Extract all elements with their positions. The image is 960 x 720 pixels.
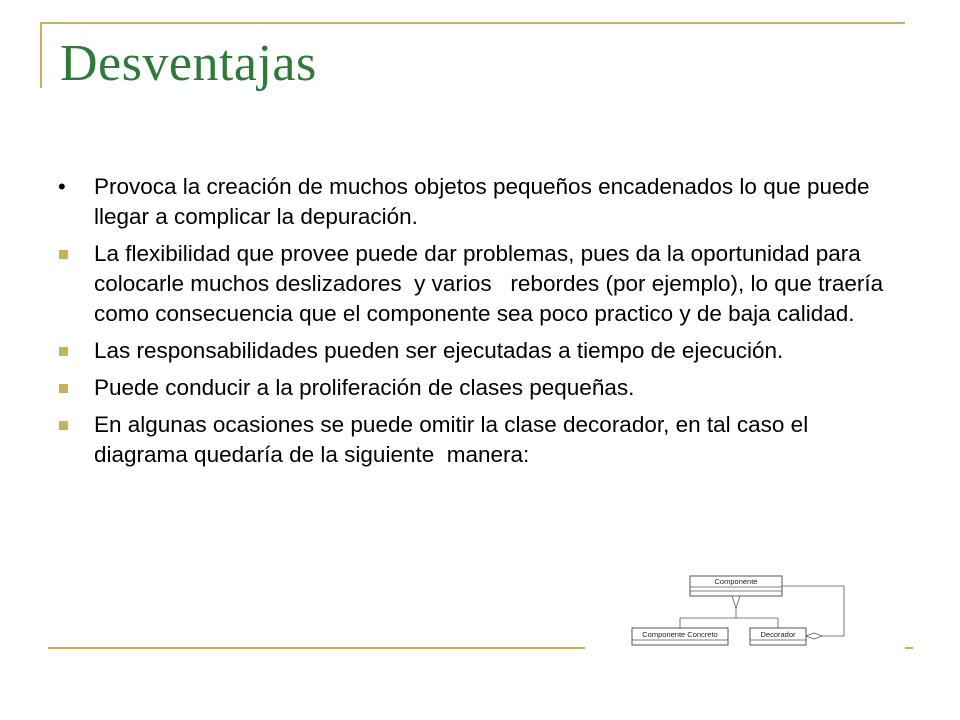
- bullet-item-4: [56, 373, 906, 403]
- bullet-square-icon: [59, 421, 68, 430]
- bullet-square-icon: [59, 347, 68, 356]
- concrete-label: Componente Concreto: [642, 630, 718, 639]
- aggregation-diamond-icon: [806, 633, 822, 639]
- bullet-item-5: [56, 410, 906, 470]
- bullet-list: [56, 172, 906, 477]
- bullet-text-2: La flexibilidad que provee puede dar problemas, pues da la oportunidad para colocarle muchos deslizadores y varios rebordes (por ejemplo), lo que traería como consecuencia que el componente sea poco practico y de baja calidad.: [94, 241, 890, 326]
- inheritance-arrow-icon: [732, 596, 740, 608]
- frame-bottom-right-tick: [905, 647, 913, 649]
- decorator-label: Decorador: [760, 630, 796, 639]
- bullet-item-3: [56, 336, 906, 366]
- uml-diagram: [630, 572, 860, 648]
- bullet-text-5: En algunas ocasiones se puede omitir la clase decorador, en tal caso el diagrama quedaría de la siguiente manera:: [94, 412, 815, 467]
- bullet-item-2: [56, 239, 906, 329]
- component-label: Componente: [714, 577, 758, 586]
- slide-title: Desventajas: [60, 35, 317, 92]
- frame-left-line: [40, 22, 42, 88]
- bullet-dot-icon: •: [58, 174, 66, 199]
- bullet-square-icon: [59, 384, 68, 393]
- bullet-square-icon: [59, 250, 68, 259]
- frame-top-line: [40, 22, 905, 24]
- frame-bottom-line: [48, 647, 585, 649]
- bullet-text-3: Las responsabilidades pueden ser ejecutadas a tiempo de ejecución.: [94, 338, 784, 363]
- bullet-text-4: Puede conducir a la proliferación de clases pequeñas.: [94, 375, 635, 400]
- bullet-item-1: [56, 172, 906, 232]
- bullet-text-1: Provoca la creación de muchos objetos pequeños encadenados lo que puede llegar a complicar la depuración.: [94, 174, 876, 229]
